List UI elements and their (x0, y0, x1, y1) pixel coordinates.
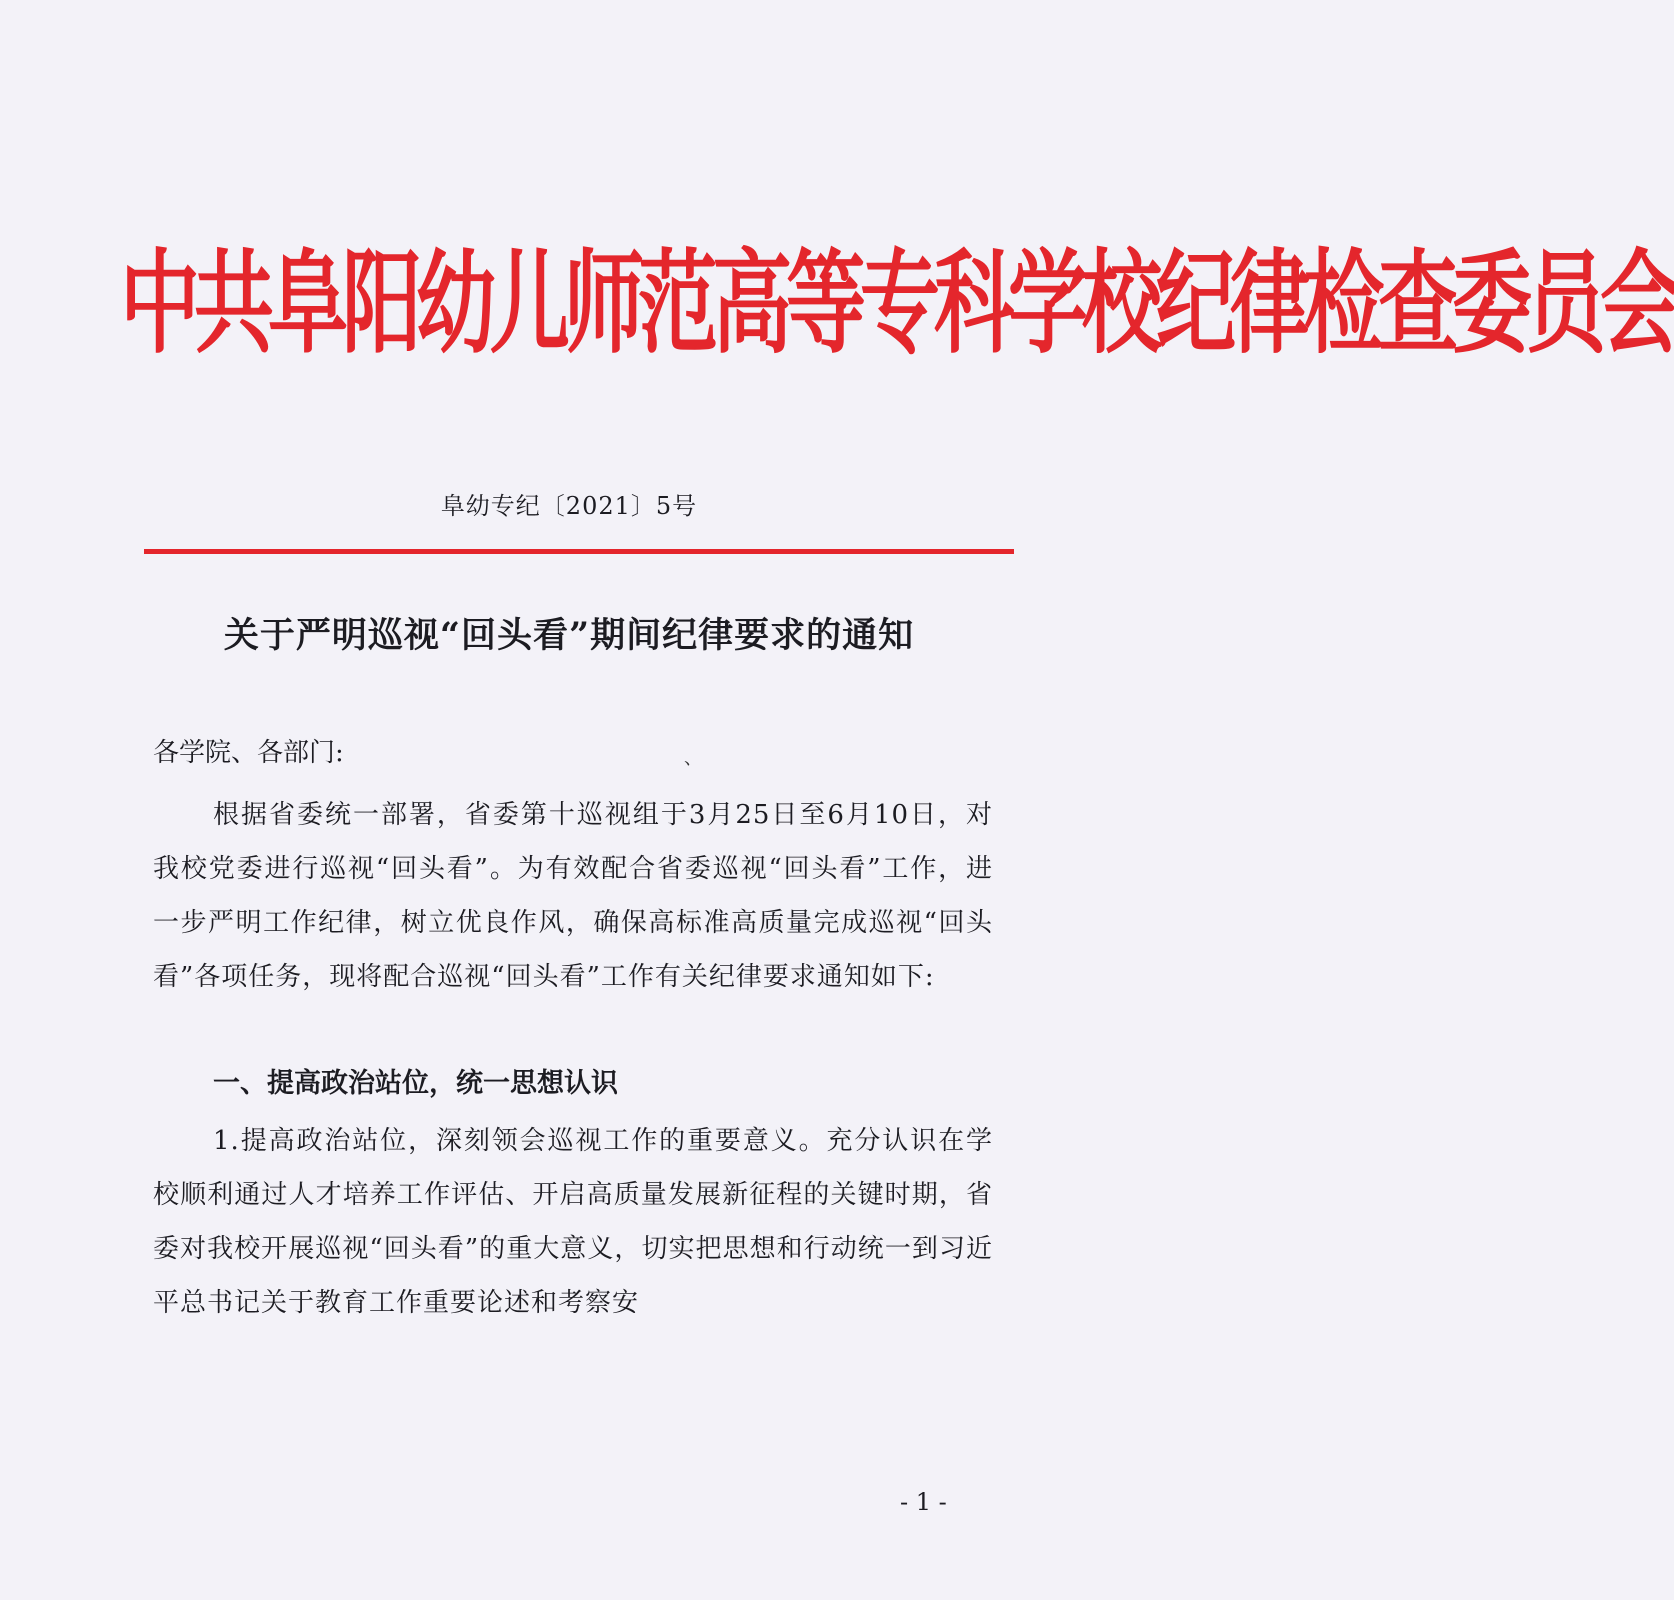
page-number: - 1 - (900, 1488, 947, 1516)
paragraph-1: 根据省委统一部署，省委第十巡视组于3月25日至6月10日，对我校党委进行巡视“回头看”。为有效配合省委巡视“回头看”工作，进一步严明工作纪律，树立优良作风，确保高标准高质量完成巡视“回头看”各项任务，现将配合巡视“回头看”工作有关纪律要求通知如下: (153, 800, 993, 992)
red-divider-line (144, 549, 1014, 554)
paragraph-2: 1.提高政治站位，深刻领会巡视工作的重要意义。充分认识在学校顺利通过人才培养工作评估、开启高质量发展新征程的关键时期，省委对我校开展巡视“回头看”的重大意义，切实把思想和行动统一到习近平总书记关于教育工作重要论述和考察安 (153, 1126, 993, 1318)
document-number: 阜幼专纪〔2021〕5号 (440, 492, 698, 520)
issuing-organization: 中共阜阳幼儿师范高等专科学校纪律检查委员会 (120, 237, 1674, 369)
document-title: 关于严明巡视“回头看”期间纪律要求的通知 (223, 615, 915, 656)
section-heading-1: 一、提高政治站位，统一思想认识 (213, 1068, 618, 1099)
salutation: 各学院、各部门: (153, 738, 344, 768)
stray-mark: 、 (684, 748, 702, 769)
